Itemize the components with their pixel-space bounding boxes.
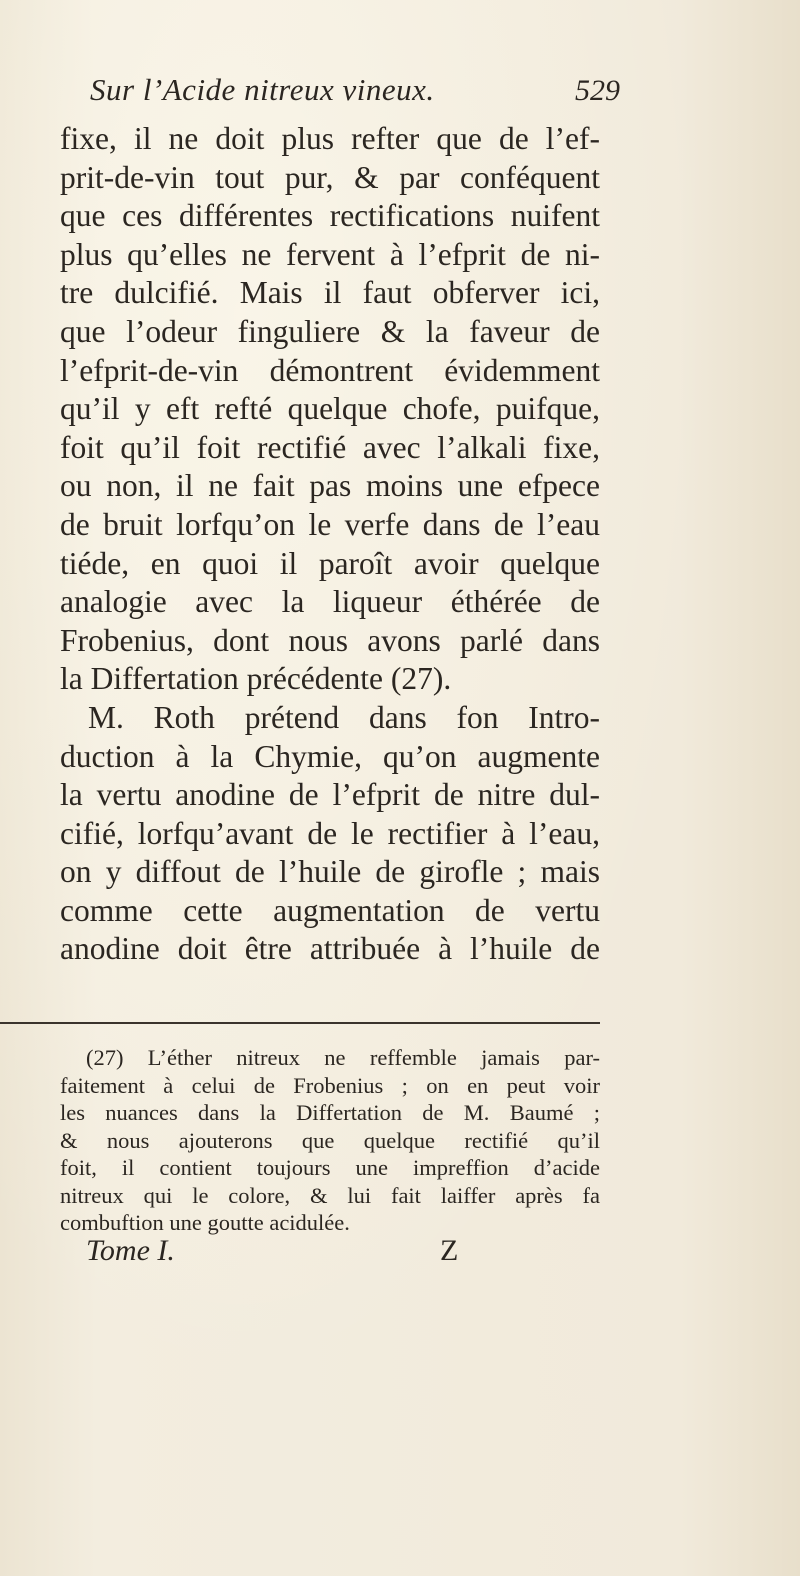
- footnote-line: & nous ajouterons que quelque rectifié qu’il: [60, 1127, 600, 1153]
- text-line: Frobenius, dont nous avons parlé dans: [60, 622, 600, 658]
- text-line: la Differtation précédente (27).: [60, 661, 452, 697]
- text-line: cifié, lorfqu’avant de le rectifier à l’eau,: [60, 815, 600, 851]
- footnote-line: les nuances dans la Differtation de M. Baumé ;: [60, 1100, 600, 1125]
- text-line: ou non, il ne fait pas moins une efpece: [60, 468, 600, 504]
- page-number: 529: [575, 74, 620, 107]
- signature-mark: Z: [440, 1234, 459, 1267]
- text-line: M. Roth prétend dans fon Intro-: [88, 699, 600, 735]
- text-line: foit qu’il foit rectifié avec l’alkali fixe,: [60, 429, 600, 465]
- text-line: prit-de-vin tout pur, & par conféquent: [60, 159, 600, 195]
- footnote-line: nitreux qui le colore, & lui fait laiffer après fa: [60, 1182, 600, 1208]
- text-line: de bruit lorfqu’on le verfe dans de l’eau: [60, 506, 600, 542]
- main-text: [60, 120, 600, 969]
- footnote-line: foit, il contient toujours une impreffion d’acide: [60, 1155, 600, 1180]
- volume-label: Tome I.: [86, 1234, 175, 1267]
- text-line: on y diffout de l’huile de girofle ; mais: [60, 854, 600, 890]
- footnote: [60, 1044, 600, 1237]
- page-header: [60, 72, 620, 122]
- text-line: tre dulcifié. Mais il faut obferver ici,: [60, 275, 600, 311]
- text-line: plus qu’elles ne fervent à l’efprit de ni-: [60, 236, 600, 272]
- text-line: analogie avec la liqueur éthérée de: [60, 584, 600, 620]
- footnote-line: faitement à celui de Frobenius ; on en peut voir: [60, 1072, 600, 1098]
- text-line: que l’odeur finguliere & la faveur de: [60, 313, 600, 349]
- text-line: duction à la Chymie, qu’on augmente: [60, 738, 600, 774]
- text-line: l’efprit-de-vin démontrent évidemment: [60, 352, 600, 388]
- text-line: tiéde, en quoi il paroît avoir quelque: [60, 545, 600, 581]
- footnote-line: (27) L’éther nitreux ne reffemble jamais par-: [86, 1045, 600, 1070]
- text-line: la vertu anodine de l’efprit de nitre dul-: [60, 777, 600, 813]
- text-line: qu’il y eft refté quelque chofe, puifque,: [60, 391, 600, 427]
- text-line: que ces différentes rectifications nuifent: [60, 198, 600, 234]
- footnote-rule: [0, 1022, 600, 1024]
- running-title: Sur l’Acide nitreux vineux.: [90, 72, 435, 107]
- footnote-line: combuftion une goutte acidulée.: [60, 1210, 350, 1235]
- text-line: comme cette augmentation de vertu: [60, 892, 600, 928]
- text-line: fixe, il ne doit plus refter que de l’ef-: [60, 121, 600, 156]
- text-line: anodine doit être attribuée à l’huile de: [60, 931, 600, 967]
- page-footer: [60, 1234, 600, 1278]
